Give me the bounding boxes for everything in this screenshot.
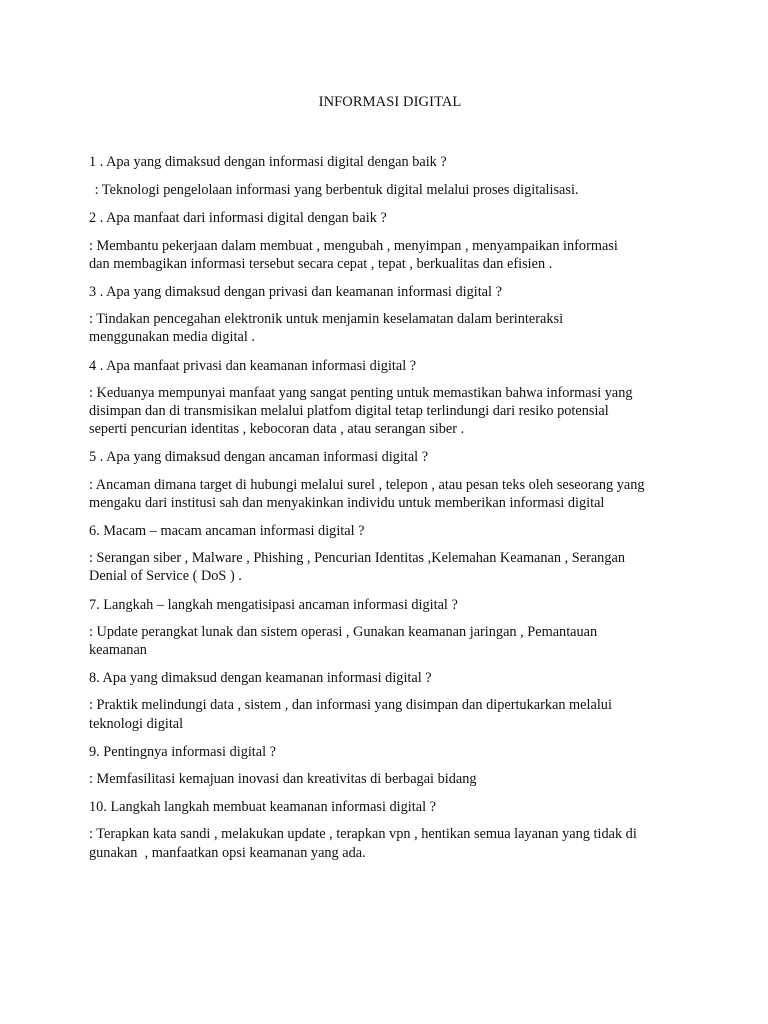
answer-9: : Memfasilitasi kemajuan inovasi dan kreativitas di berbagai bidang bbox=[89, 771, 477, 788]
document-title: INFORMASI DIGITAL bbox=[318, 94, 462, 110]
qa-item-4 bbox=[89, 357, 689, 439]
question-2: 2 . Apa manfaat dari informasi digital dengan baik ? bbox=[89, 210, 387, 227]
qa-item-3 bbox=[89, 283, 689, 347]
qa-item-10 bbox=[89, 798, 689, 862]
question-6: 6. Macam – macam ancaman informasi digital ? bbox=[89, 523, 365, 540]
answer-10: : Terapkan kata sandi , melakukan update , terapkan vpn , hentikan semua layanan yang tidak di gunakan , manfaatkan opsi keamanan yang ada. bbox=[89, 826, 637, 861]
question-9: 9. Pentingnya informasi digital ? bbox=[89, 743, 277, 760]
question-5: 5 . Apa yang dimaksud dengan ancaman informasi digital ? bbox=[89, 449, 429, 466]
answer-2: : Membantu pekerjaan dalam membuat , mengubah , menyimpan , menyampaikan informasi dan membagikan informasi tersebut secara cepat , tepat , berkualitas dan efisien . bbox=[89, 237, 618, 272]
question-7: 7. Langkah – langkah mengatisipasi ancaman informasi digital ? bbox=[89, 596, 458, 613]
answer-6: : Serangan siber , Malware , Phishing , Pencurian Identitas ,Kelemahan Keamanan , Serangan Denial of Service ( DoS ) . bbox=[89, 550, 625, 585]
question-1: 1 . Apa yang dimaksud dengan informasi digital dengan baik ? bbox=[89, 154, 447, 170]
qa-item-5 bbox=[89, 448, 689, 512]
qa-item-2 bbox=[89, 209, 689, 273]
qa-item-7 bbox=[89, 596, 689, 660]
qa-list bbox=[89, 153, 689, 862]
question-3: 3 . Apa yang dimaksud dengan privasi dan keamanan informasi digital ? bbox=[89, 284, 502, 301]
answer-7: : Update perangkat lunak dan sistem operasi , Gunakan keamanan jaringan , Pemantauan keamanan bbox=[89, 623, 598, 659]
answer-4: : Keduanya mempunyai manfaat yang sangat penting untuk memastikan bahwa informasi yang disimpan dan di transmisikan melalui platfom digital tetap terlindungi dari resiko potensial seperti pencurian identitas , kebocoran data , atau serangan siber . bbox=[89, 384, 633, 438]
qa-item-9 bbox=[89, 743, 689, 788]
question-10: 10. Langkah langkah membuat keamanan informasi digital ? bbox=[89, 799, 436, 816]
answer-8: : Praktik melindungi data , sistem , dan informasi yang disimpan dan dipertukarkan melalui teknologi digital bbox=[89, 697, 612, 732]
qa-item-8 bbox=[89, 669, 689, 733]
answer-1: : Teknologi pengelolaan informasi yang berbentuk digital melalui proses digitalisasi. bbox=[91, 182, 579, 199]
question-8: 8. Apa yang dimaksud dengan keamanan informasi digital ? bbox=[89, 670, 432, 687]
question-4: 4 . Apa manfaat privasi dan keamanan informasi digital ? bbox=[89, 357, 417, 374]
answer-3: : Tindakan pencegahan elektronik untuk menjamin keselamatan dalam berinteraksi menggunakan media digital . bbox=[89, 311, 564, 346]
qa-item-6 bbox=[89, 522, 689, 586]
qa-item-1 bbox=[89, 153, 689, 199]
answer-5: : Ancaman dimana target di hubungi melalui surel , telepon , atau pesan teks oleh seseorang yang mengaku dari institusi sah dan menyakinkan individu untuk memberikan informasi digital bbox=[89, 476, 645, 511]
